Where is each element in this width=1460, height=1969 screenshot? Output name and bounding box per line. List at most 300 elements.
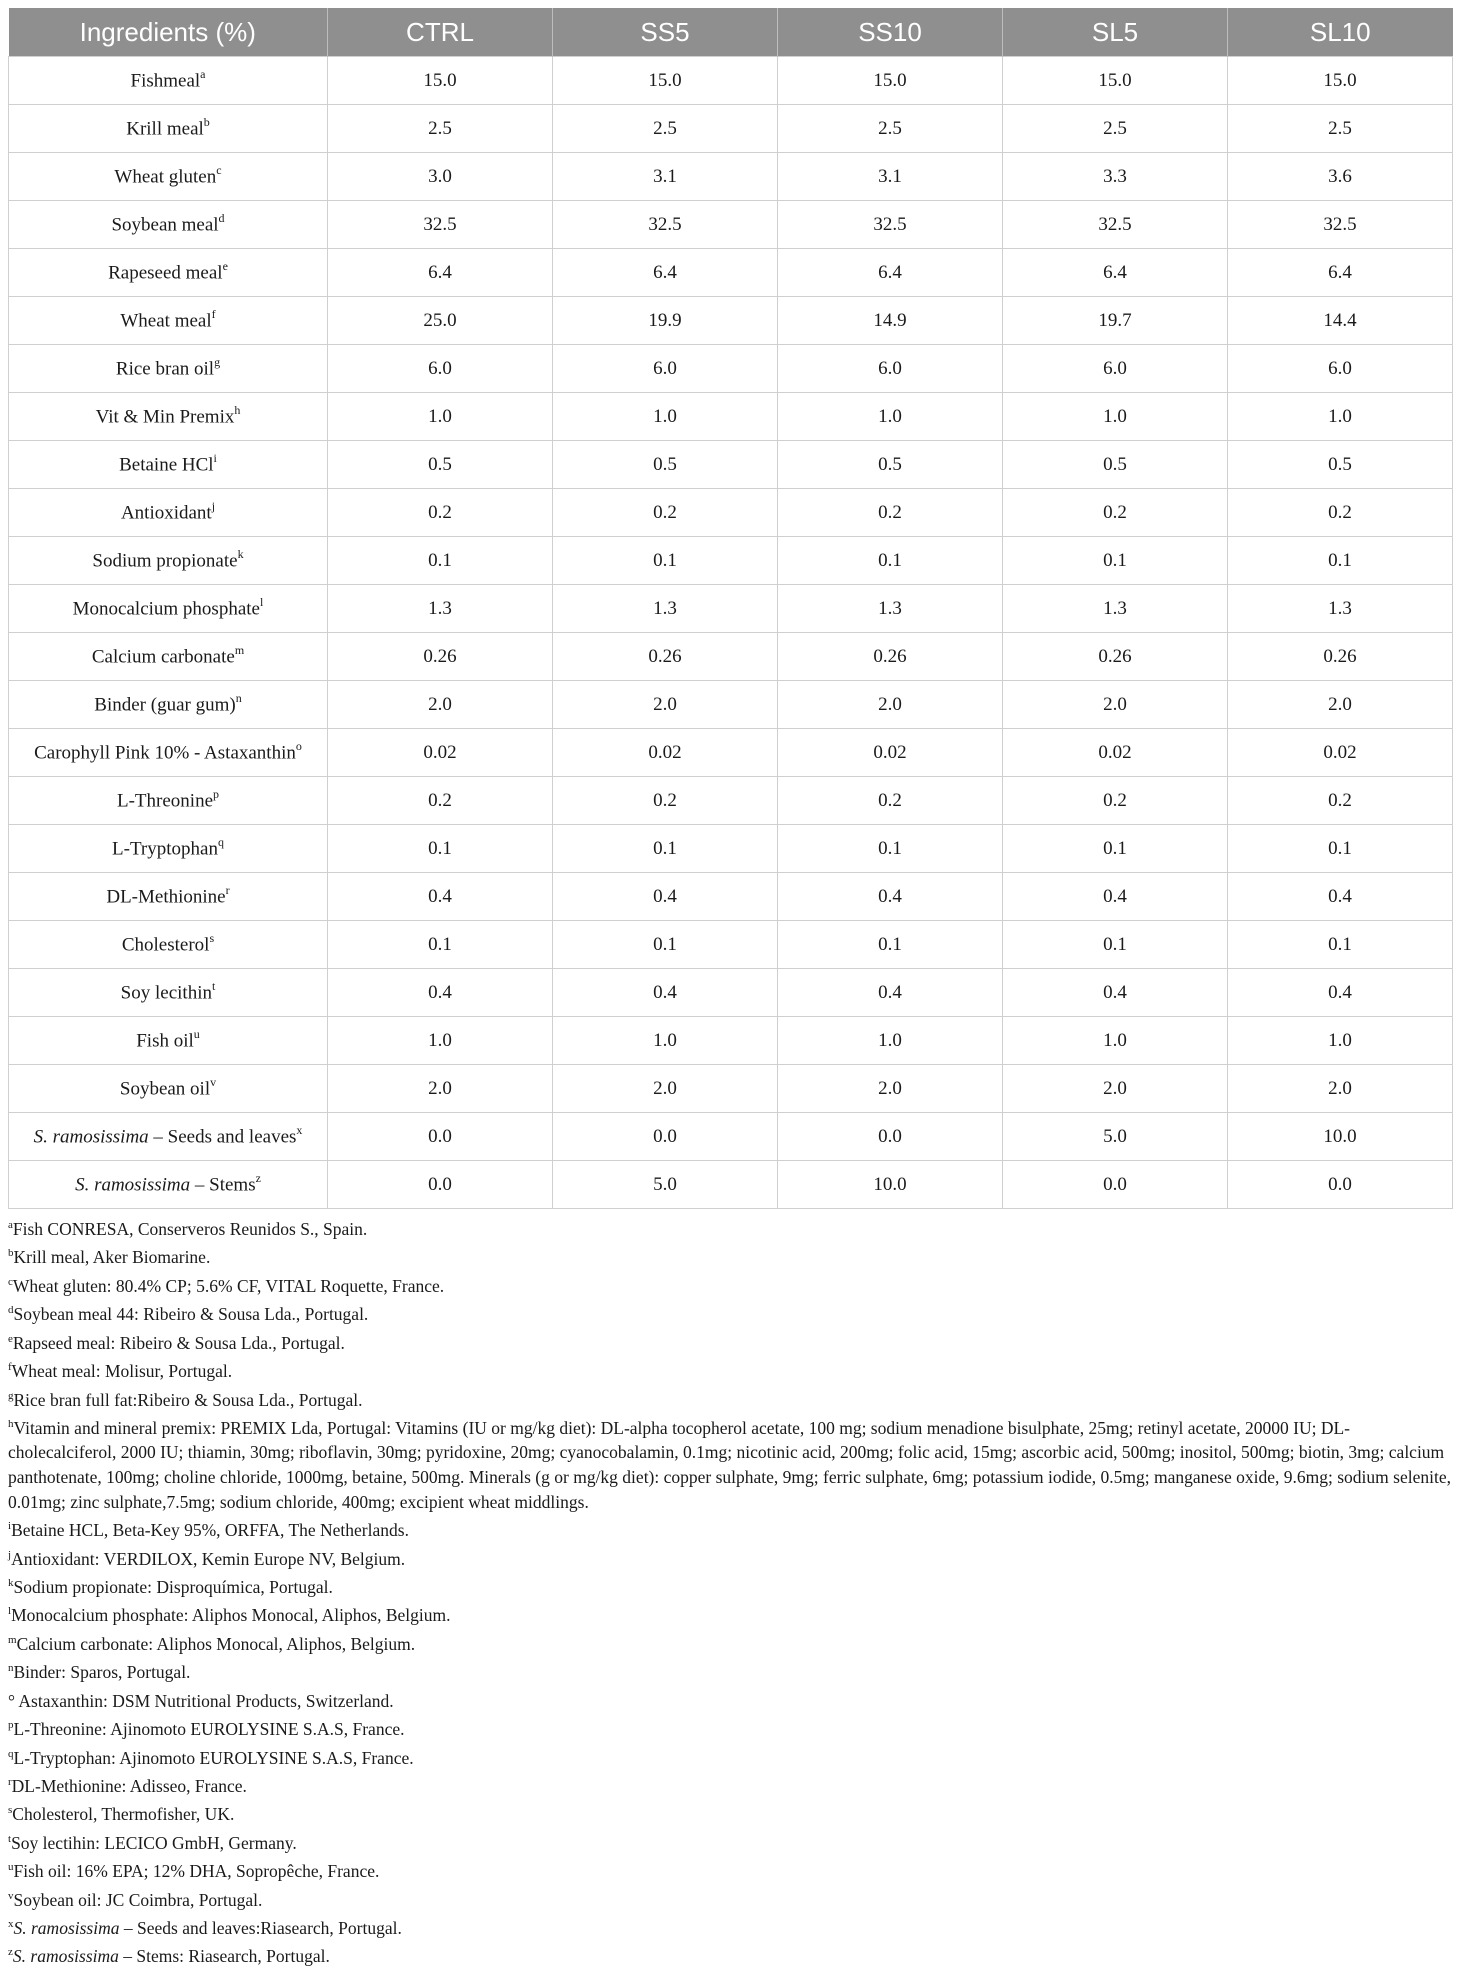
ingredient-name-suffix: – Stems	[190, 1174, 256, 1196]
value-cell: 0.2	[553, 489, 778, 537]
value-cell: 0.4	[1228, 969, 1453, 1017]
footnote-text: Binder: Sparos, Portugal.	[13, 1662, 191, 1683]
value-cell: 2.0	[1228, 681, 1453, 729]
value-cell: 25.0	[328, 297, 553, 345]
table-row	[9, 153, 1453, 201]
value-cell: 6.0	[778, 345, 1003, 393]
footnote-text: Monocalcium phosphate: Aliphos Monocal, Aliphos, Belgium.	[11, 1605, 451, 1626]
footnote-marker: g	[214, 355, 221, 370]
value-cell: 0.02	[778, 729, 1003, 777]
ingredient-name-cell	[9, 393, 328, 441]
footnote-text: – Stems: Riasearch, Portugal.	[118, 1946, 330, 1967]
footnote	[8, 1940, 1452, 1968]
footnote-text: – Seeds and leaves:Riasearch, Portugal.	[119, 1917, 402, 1938]
value-cell: 2.0	[1003, 681, 1228, 729]
footnote-marker: h	[8, 1417, 14, 1430]
footnote	[8, 1827, 1452, 1855]
value-cell: 0.26	[778, 633, 1003, 681]
value-cell: 2.0	[1228, 1065, 1453, 1113]
value-cell: 3.6	[1228, 153, 1453, 201]
value-cell: 0.5	[778, 441, 1003, 489]
table-row	[9, 345, 1453, 393]
value-cell: 0.2	[778, 489, 1003, 537]
footnote-marker: b	[203, 115, 210, 130]
ingredient-name-cell	[9, 1161, 328, 1209]
value-cell: 2.0	[778, 1065, 1003, 1113]
ingredient-name: Rapeseed meal	[108, 262, 223, 284]
value-cell: 0.5	[1228, 441, 1453, 489]
table-row	[9, 969, 1453, 1017]
value-cell: 10.0	[778, 1161, 1003, 1209]
ingredient-name-cell	[9, 105, 328, 153]
footnote	[8, 1884, 1452, 1912]
value-cell: 6.4	[1003, 249, 1228, 297]
value-cell: 0.1	[553, 921, 778, 969]
footnote-text: Antioxidant: VERDILOX, Kemin Europe NV, Belgium.	[11, 1548, 406, 1569]
value-cell: 1.0	[1003, 393, 1228, 441]
footnote	[8, 1355, 1452, 1383]
table-row	[9, 1017, 1453, 1065]
value-cell: 0.26	[553, 633, 778, 681]
ingredient-name: Rice bran oil	[115, 358, 215, 380]
footnote-marker: g	[8, 1389, 14, 1402]
footnote-marker: s	[8, 1804, 13, 1817]
table-row	[9, 729, 1453, 777]
footnote	[8, 1543, 1452, 1571]
value-cell: 0.1	[328, 825, 553, 873]
value-cell: 0.4	[553, 969, 778, 1017]
footnote-marker: z	[255, 1171, 261, 1186]
ingredient-name: Wheat meal	[120, 310, 212, 332]
ingredients-table	[8, 8, 1453, 1209]
footnote	[8, 1656, 1452, 1684]
value-cell: 15.0	[553, 57, 778, 105]
footnote-marker: n	[8, 1662, 14, 1675]
value-cell: 0.1	[778, 921, 1003, 969]
footnote-text: Soybean meal 44: Ribeiro & Sousa Lda., Portugal.	[13, 1304, 369, 1325]
footnote-marker: a	[200, 67, 206, 82]
footnote-marker: d	[8, 1304, 14, 1317]
footnote-marker: j	[8, 1548, 12, 1561]
ingredient-name-cell	[9, 681, 328, 729]
ingredient-name-cell	[9, 1017, 328, 1065]
value-cell: 0.02	[1003, 729, 1228, 777]
ingredient-name: Soybean meal	[111, 214, 219, 236]
footnote	[8, 1514, 1452, 1542]
value-cell: 32.5	[328, 201, 553, 249]
value-cell: 6.0	[553, 345, 778, 393]
footnote-text: Sodium propionate: Disproquímica, Portugal.	[13, 1576, 333, 1597]
value-cell: 1.0	[1228, 1017, 1453, 1065]
footnote-marker: c	[216, 163, 222, 178]
value-cell: 1.0	[553, 393, 778, 441]
value-cell: 6.4	[778, 249, 1003, 297]
value-cell: 3.0	[328, 153, 553, 201]
value-cell: 0.1	[328, 537, 553, 585]
footnote-marker: q	[217, 835, 224, 850]
footnote-marker: a	[8, 1219, 13, 1231]
ingredient-name-cell	[9, 537, 328, 585]
ingredient-name-cell	[9, 921, 328, 969]
footnote	[8, 1213, 1452, 1241]
value-cell: 5.0	[553, 1161, 778, 1209]
value-cell: 6.0	[328, 345, 553, 393]
ingredient-name-cell	[9, 1113, 328, 1161]
ingredient-name: Binder (guar gum)	[94, 694, 236, 716]
value-cell: 1.3	[1228, 585, 1453, 633]
value-cell: 0.4	[778, 969, 1003, 1017]
footnote-marker: x	[8, 1918, 14, 1931]
ingredient-name: Antioxidant	[120, 502, 212, 524]
ingredient-name-cell	[9, 873, 328, 921]
value-cell: 2.5	[553, 105, 778, 153]
value-cell: 0.2	[553, 777, 778, 825]
value-cell: 2.5	[328, 105, 553, 153]
footnote-marker: l	[259, 595, 264, 610]
footnote-marker: x	[296, 1123, 303, 1138]
value-cell: 0.0	[1003, 1161, 1228, 1209]
footnote	[8, 1298, 1452, 1326]
footnote-text: Fish CONRESA, Conserveros Reunidos S., Spain.	[12, 1218, 368, 1239]
footnote-marker: k	[237, 547, 244, 562]
footnote-text: Soy lectihin: LECICO GmbH, Germany.	[11, 1832, 297, 1853]
footnote-marker: s	[209, 931, 215, 946]
table-row	[9, 825, 1453, 873]
footnote-marker: l	[8, 1605, 12, 1618]
value-cell: 0.26	[1228, 633, 1453, 681]
footnote-text: Vitamin and mineral premix: PREMIX Lda, Portugal: Vitamins (IU or mg/kg diet): DL-alpha tocopherol acetate, 100 mg; sodium menadione bisulphate, 25mg; retinyl acetate, 20000 IU; DL-cholecalciferol, 2000 IU; thiamin, 30mg; riboflavin, 30mg; pyridoxine, 20mg; cyanocobalamin, 0.1mg; nicotinic acid, 200mg; folic acid, 15mg; ascorbic acid, 500mg; inositol, 500mg; biotin, 3mg; calcium panthotenate, 100mg; choline chloride, 1000mg, betaine, 500mg. Minerals (g or mg/kg diet): copper sulphate, 9mg; ferric sulphate, 6mg; potassium iodide, 0.5mg; manganese oxide, 9.6mg; sodium selenite, 0.01mg; zinc sulphate,7.5mg; sodium chloride, 400mg; excipient wheat middlings.	[8, 1417, 1451, 1512]
footnote	[8, 1713, 1452, 1741]
footnote-marker: f	[211, 307, 216, 322]
header-ss10: SS10	[778, 8, 1003, 57]
footnote-marker: m	[8, 1633, 17, 1646]
footnote-marker: i	[8, 1520, 12, 1533]
value-cell: 0.1	[778, 825, 1003, 873]
ingredient-name: Soybean oil	[119, 1078, 211, 1100]
value-cell: 0.4	[328, 873, 553, 921]
footnote-text: L-Tryptophan: Ajinomoto EUROLYSINE S.A.S, France.	[13, 1747, 414, 1768]
table-row	[9, 105, 1453, 153]
header-sl10: SL10	[1228, 8, 1453, 57]
value-cell: 0.5	[328, 441, 553, 489]
ingredient-name: Sodium propionate	[92, 550, 238, 572]
value-cell: 15.0	[1003, 57, 1228, 105]
value-cell: 0.1	[1228, 537, 1453, 585]
footnote-text: Soybean oil: JC Coimbra, Portugal.	[13, 1889, 263, 1910]
ingredient-name-suffix: – Seeds and leaves	[148, 1126, 297, 1148]
value-cell: 2.5	[1003, 105, 1228, 153]
footnote	[8, 1685, 1452, 1713]
footnote-marker: i	[213, 451, 217, 466]
ingredient-name-cell	[9, 441, 328, 489]
table-row	[9, 393, 1453, 441]
value-cell: 0.4	[778, 873, 1003, 921]
value-cell: 0.1	[1003, 921, 1228, 969]
footnote	[8, 1270, 1452, 1298]
ingredient-name: Soy lecithin	[120, 982, 212, 1004]
value-cell: 0.1	[1003, 825, 1228, 873]
value-cell: 1.3	[328, 585, 553, 633]
footnote-marker: n	[235, 691, 242, 706]
value-cell: 2.0	[328, 681, 553, 729]
ingredients-table-container	[8, 8, 1452, 1969]
value-cell: 0.2	[1003, 489, 1228, 537]
footnote	[8, 1855, 1452, 1883]
footnote	[8, 1384, 1452, 1412]
table-row	[9, 1161, 1453, 1209]
footnote	[8, 1241, 1452, 1269]
footnote	[8, 1571, 1452, 1599]
footnote-text: Wheat gluten: 80.4% CP; 5.6% CF, VITAL Roquette, France.	[12, 1275, 445, 1296]
value-cell: 14.9	[778, 297, 1003, 345]
value-cell: 15.0	[328, 57, 553, 105]
value-cell: 0.5	[1003, 441, 1228, 489]
ingredient-name-cell	[9, 825, 328, 873]
value-cell: 6.0	[1003, 345, 1228, 393]
footnote	[8, 1742, 1452, 1770]
ingredient-name-cell	[9, 729, 328, 777]
value-cell: 0.2	[1003, 777, 1228, 825]
footnote-text: Wheat meal: Molisur, Portugal.	[11, 1360, 233, 1381]
value-cell: 0.02	[328, 729, 553, 777]
value-cell: 2.0	[553, 1065, 778, 1113]
ingredient-name-cell	[9, 201, 328, 249]
footnote	[8, 1599, 1452, 1627]
table-row	[9, 873, 1453, 921]
value-cell: 19.7	[1003, 297, 1228, 345]
header-ss5: SS5	[553, 8, 778, 57]
value-cell: 3.1	[553, 153, 778, 201]
table-row	[9, 1113, 1453, 1161]
footnote-text: Cholesterol, Thermofisher, UK.	[12, 1804, 235, 1825]
ingredient-name: Calcium carbonate	[91, 646, 235, 668]
footnote-species: S. ramosissima	[12, 1946, 119, 1967]
ingredient-name-cell	[9, 633, 328, 681]
value-cell: 0.2	[778, 777, 1003, 825]
footnote-marker: e	[8, 1332, 13, 1345]
value-cell: 0.4	[1003, 969, 1228, 1017]
value-cell: 1.0	[1003, 1017, 1228, 1065]
ingredient-name: DL-Methionine	[106, 886, 226, 908]
footnote	[8, 1770, 1452, 1798]
footnote-marker: m	[234, 643, 245, 658]
table-row	[9, 297, 1453, 345]
value-cell: 0.2	[1228, 489, 1453, 537]
value-cell: 0.1	[553, 537, 778, 585]
footnote-text: Krill meal, Aker Biomarine.	[13, 1247, 211, 1268]
value-cell: 32.5	[1228, 201, 1453, 249]
footnote	[8, 1798, 1452, 1826]
value-cell: 1.0	[328, 393, 553, 441]
value-cell: 0.0	[778, 1113, 1003, 1161]
value-cell: 14.4	[1228, 297, 1453, 345]
value-cell: 0.4	[1228, 873, 1453, 921]
table-row	[9, 585, 1453, 633]
value-cell: 3.1	[778, 153, 1003, 201]
value-cell: 1.0	[553, 1017, 778, 1065]
ingredient-name: Carophyll Pink 10% - Astaxanthin	[34, 742, 296, 764]
footnote-marker: o	[295, 739, 302, 754]
footnote-marker: e	[222, 259, 228, 274]
footnote-marker: j	[211, 499, 216, 514]
footnote-marker: t	[8, 1832, 12, 1845]
footnote-text: DL-Methionine: Adisseo, France.	[11, 1775, 247, 1796]
ingredient-name-cell	[9, 57, 328, 105]
value-cell: 2.0	[328, 1065, 553, 1113]
ingredient-name-cell	[9, 153, 328, 201]
value-cell: 2.5	[778, 105, 1003, 153]
ingredient-name: Monocalcium phosphate	[72, 598, 260, 620]
value-cell: 0.2	[328, 777, 553, 825]
ingredient-name-cell	[9, 297, 328, 345]
footnote-marker: f	[8, 1361, 12, 1374]
value-cell: 1.3	[1003, 585, 1228, 633]
ingredient-name: L-Tryptophan	[112, 838, 218, 860]
footnote-marker: p	[213, 787, 219, 802]
footnote-marker: u	[8, 1861, 14, 1874]
footnote-marker: v	[8, 1889, 14, 1902]
footnote-marker: u	[193, 1027, 200, 1042]
value-cell: 0.26	[1003, 633, 1228, 681]
value-cell: 0.0	[1228, 1161, 1453, 1209]
header-sl5: SL5	[1003, 8, 1228, 57]
table-row	[9, 681, 1453, 729]
value-cell: 1.0	[778, 1017, 1003, 1065]
footnotes	[8, 1213, 1452, 1969]
value-cell: 6.4	[328, 249, 553, 297]
value-cell: 0.0	[328, 1161, 553, 1209]
footnote-marker: t	[211, 979, 216, 994]
value-cell: 0.1	[778, 537, 1003, 585]
table-row	[9, 921, 1453, 969]
value-cell: 0.4	[1003, 873, 1228, 921]
footnote-marker: k	[8, 1577, 14, 1589]
footnote-text: Betaine HCL, Beta-Key 95%, ORFFA, The Netherlands.	[11, 1519, 409, 1540]
ingredient-name-cell	[9, 345, 328, 393]
table-header-row	[9, 8, 1453, 57]
ingredient-name: Cholesterol	[121, 934, 210, 956]
footnote-marker: b	[8, 1247, 14, 1260]
value-cell: 6.0	[1228, 345, 1453, 393]
ingredient-name: Krill meal	[126, 118, 204, 140]
value-cell: 32.5	[778, 201, 1003, 249]
value-cell: 0.02	[1228, 729, 1453, 777]
footnote-species: S. ramosissima	[13, 1917, 120, 1938]
value-cell: 0.1	[1003, 537, 1228, 585]
value-cell: 3.3	[1003, 153, 1228, 201]
footnote	[8, 1912, 1452, 1940]
value-cell: 0.0	[553, 1113, 778, 1161]
value-cell: 1.0	[1228, 393, 1453, 441]
value-cell: 2.0	[553, 681, 778, 729]
table-row	[9, 537, 1453, 585]
value-cell: 32.5	[1003, 201, 1228, 249]
value-cell: 0.0	[328, 1113, 553, 1161]
footnote-marker: d	[218, 211, 225, 226]
value-cell: 6.4	[1228, 249, 1453, 297]
value-cell: 2.5	[1228, 105, 1453, 153]
header-ctrl: CTRL	[328, 8, 553, 57]
value-cell: 0.1	[1228, 825, 1453, 873]
footnote-text: Fish oil: 16% EPA; 12% DHA, Sopropêche, France.	[13, 1861, 380, 1882]
ingredient-name: Vit & Min Premix	[95, 406, 235, 428]
header-ingredients: Ingredients (%)	[9, 8, 328, 57]
value-cell: 1.0	[778, 393, 1003, 441]
footnote-marker: q	[8, 1747, 14, 1760]
footnote-marker: v	[210, 1075, 217, 1090]
ingredient-name: Fishmeal	[130, 70, 201, 92]
table-row	[9, 57, 1453, 105]
value-cell: 0.02	[553, 729, 778, 777]
value-cell: 0.1	[553, 825, 778, 873]
footnote	[8, 1412, 1452, 1514]
ingredient-name: Betaine HCl	[119, 454, 214, 476]
value-cell: 19.9	[553, 297, 778, 345]
footnote	[8, 1628, 1452, 1656]
footnote-marker: r	[8, 1775, 12, 1788]
table-row	[9, 201, 1453, 249]
value-cell: 0.26	[328, 633, 553, 681]
footnote-text: Calcium carbonate: Aliphos Monocal, Aliphos, Belgium.	[16, 1633, 416, 1654]
value-cell: 10.0	[1228, 1113, 1453, 1161]
value-cell: 1.3	[553, 585, 778, 633]
value-cell: 15.0	[1228, 57, 1453, 105]
table-row	[9, 1065, 1453, 1113]
value-cell: 1.0	[328, 1017, 553, 1065]
value-cell: 0.5	[553, 441, 778, 489]
value-cell: 15.0	[778, 57, 1003, 105]
ingredient-name: L-Threonine	[116, 790, 213, 812]
footnote-text: Rice bran full fat:Ribeiro & Sousa Lda., Portugal.	[13, 1389, 363, 1410]
ingredient-name: S. ramosissima	[75, 1174, 191, 1196]
footnote-marker: z	[8, 1946, 13, 1959]
value-cell: 0.4	[553, 873, 778, 921]
footnote-text: Rapseed meal: Ribeiro & Sousa Lda., Portugal.	[12, 1332, 345, 1353]
ingredient-name: Wheat gluten	[114, 166, 217, 188]
ingredient-name-cell	[9, 1065, 328, 1113]
footnote-text: L-Threonine: Ajinomoto EUROLYSINE S.A.S, France.	[13, 1718, 405, 1739]
table-row	[9, 489, 1453, 537]
ingredient-name: S. ramosissima	[33, 1126, 149, 1148]
footnote-marker: h	[234, 403, 241, 418]
value-cell: 0.2	[328, 489, 553, 537]
value-cell: 0.2	[1228, 777, 1453, 825]
table-row	[9, 633, 1453, 681]
footnote-text: ° Astaxanthin: DSM Nutritional Products, Switzerland.	[8, 1690, 394, 1711]
table-row	[9, 777, 1453, 825]
ingredient-name: Fish oil	[136, 1030, 194, 1052]
ingredient-name-cell	[9, 969, 328, 1017]
value-cell: 0.1	[328, 921, 553, 969]
footnote-marker: p	[8, 1719, 14, 1732]
ingredient-name-cell	[9, 777, 328, 825]
ingredient-name-cell	[9, 489, 328, 537]
value-cell: 6.4	[553, 249, 778, 297]
value-cell: 0.1	[1228, 921, 1453, 969]
value-cell: 2.0	[778, 681, 1003, 729]
value-cell: 0.4	[328, 969, 553, 1017]
value-cell: 5.0	[1003, 1113, 1228, 1161]
footnote-marker: c	[8, 1275, 13, 1288]
value-cell: 2.0	[1003, 1065, 1228, 1113]
footnote-marker: r	[225, 883, 230, 898]
footnote	[8, 1327, 1452, 1355]
table-row	[9, 441, 1453, 489]
ingredient-name-cell	[9, 585, 328, 633]
value-cell: 32.5	[553, 201, 778, 249]
ingredient-name-cell	[9, 249, 328, 297]
table-row	[9, 249, 1453, 297]
